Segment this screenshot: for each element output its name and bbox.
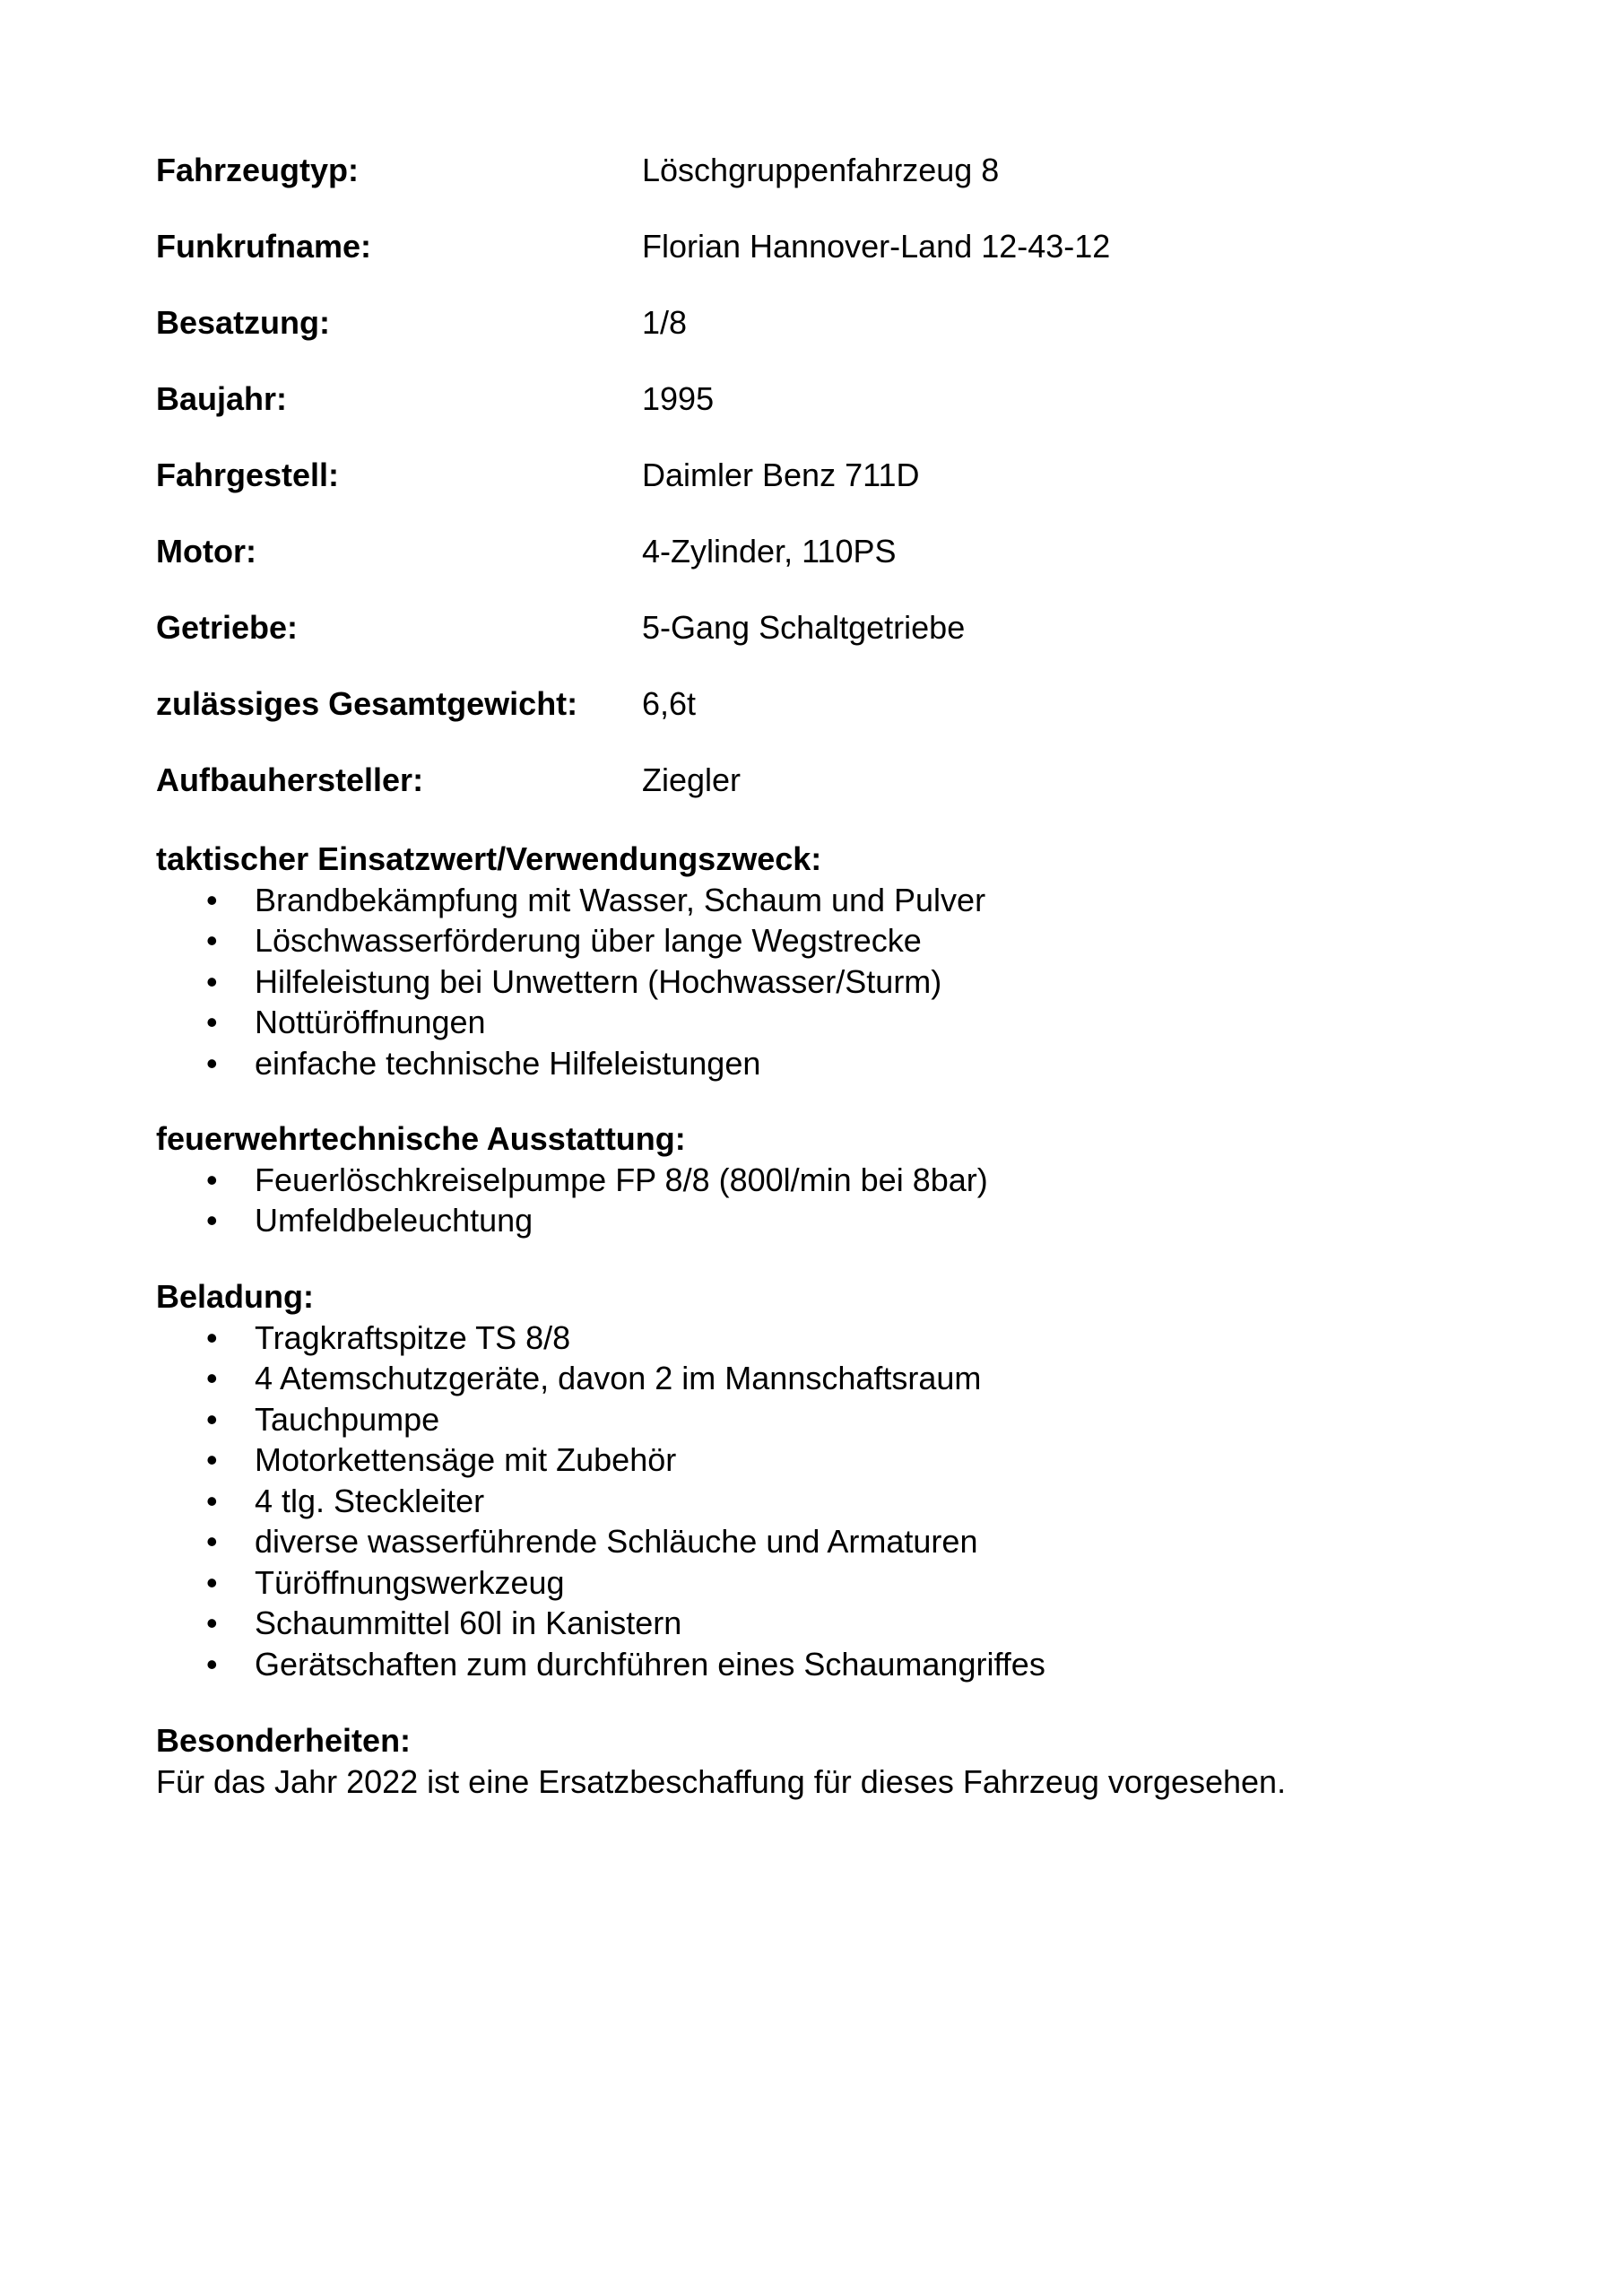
bullet-icon: • bbox=[206, 1441, 218, 1478]
equipment-section bbox=[156, 1118, 1456, 1241]
list-item bbox=[156, 1002, 1456, 1043]
loading-section bbox=[156, 1276, 1456, 1684]
bullet-icon: • bbox=[206, 1482, 218, 1519]
bullet-icon: • bbox=[206, 1645, 218, 1683]
list-item bbox=[156, 1358, 1456, 1399]
spec-label: Getriebe: bbox=[156, 609, 299, 646]
spec-label: Fahrgestell: bbox=[156, 457, 340, 493]
list-item bbox=[156, 1481, 1456, 1522]
list-item-text: 4 tlg. Steckleiter bbox=[255, 1482, 485, 1519]
list-item bbox=[156, 1521, 1456, 1562]
special-text: Für das Jahr 2022 ist eine Ersatzbeschaffung für dieses Fahrzeug vorgesehen. bbox=[156, 1762, 1287, 1800]
spec-value: 5-Gang Schaltgetriebe bbox=[642, 609, 966, 646]
list-item bbox=[156, 1603, 1456, 1644]
list-item bbox=[156, 1562, 1456, 1604]
spec-value: Löschgruppenfahrzeug 8 bbox=[642, 152, 1000, 188]
spec-row-gearbox bbox=[156, 608, 1456, 684]
list-item-text: Tragkraftspitze TS 8/8 bbox=[255, 1318, 571, 1356]
list-item-text: Hilfeleistung bei Unwettern (Hochwasser/Sturm) bbox=[255, 962, 942, 1000]
list-item-text: Umfeldbeleuchtung bbox=[255, 1202, 533, 1239]
list-item-text: Tauchpumpe bbox=[255, 1400, 440, 1438]
spec-row-crew bbox=[156, 303, 1456, 379]
list-item bbox=[156, 1399, 1456, 1440]
list-item-text: Türöffnungswerkzeug bbox=[255, 1563, 565, 1601]
spec-row-vehicle-type bbox=[156, 151, 1456, 227]
spec-value: Florian Hannover-Land 12-43-12 bbox=[642, 228, 1111, 265]
tactical-section bbox=[156, 839, 1456, 1083]
bullet-icon: • bbox=[206, 1318, 218, 1356]
bullet-icon: • bbox=[206, 1605, 218, 1641]
spec-label: zulässiges Gesamtgewicht: bbox=[156, 685, 578, 722]
bullet-icon: • bbox=[206, 1563, 218, 1601]
special-section bbox=[156, 1720, 1456, 1802]
spec-label: Aufbauhersteller: bbox=[156, 761, 424, 798]
spec-value: Daimler Benz 711D bbox=[642, 457, 920, 493]
spec-label: Fahrzeugtyp: bbox=[156, 152, 360, 188]
list-item-text: Löschwasserförderung über lange Wegstrecke bbox=[255, 922, 922, 959]
list-item-text: Brandbekämpfung mit Wasser, Schaum und Pulver bbox=[255, 881, 986, 918]
spec-row-radio-call-name bbox=[156, 227, 1456, 303]
spec-label: Motor: bbox=[156, 533, 256, 570]
bullet-list bbox=[156, 1160, 1456, 1241]
bullet-icon: • bbox=[206, 1004, 218, 1040]
list-item-text: Gerätschaften zum durchführen eines Schaumangriffes bbox=[255, 1645, 1045, 1683]
spec-row-chassis bbox=[156, 456, 1456, 532]
spec-row-body-manufacturer bbox=[156, 761, 1456, 837]
list-item-text: Schaummittel 60l in Kanistern bbox=[255, 1605, 682, 1641]
spec-value: 4-Zylinder, 110PS bbox=[642, 533, 897, 570]
bullet-icon: • bbox=[206, 881, 218, 918]
list-item bbox=[156, 1644, 1456, 1685]
spec-label: Besatzung: bbox=[156, 304, 331, 341]
list-item-text: Feuerlöschkreiselpumpe FP 8/8 (800l/min bei 8bar) bbox=[255, 1161, 988, 1198]
spec-value: 1995 bbox=[642, 380, 715, 417]
spec-row-engine bbox=[156, 532, 1456, 608]
bullet-icon: • bbox=[206, 1044, 218, 1082]
list-item bbox=[156, 880, 1456, 921]
vehicle-spec-table bbox=[156, 151, 1456, 837]
list-item bbox=[156, 1043, 1456, 1084]
list-item bbox=[156, 1318, 1456, 1359]
section-heading: taktischer Einsatzwert/Verwendungszweck: bbox=[156, 840, 822, 877]
list-item-text: Motorkettensäge mit Zubehör bbox=[255, 1441, 677, 1478]
spec-value: 1/8 bbox=[642, 304, 688, 341]
bullet-icon: • bbox=[206, 962, 218, 1000]
spec-row-year-built bbox=[156, 379, 1456, 456]
list-item bbox=[156, 920, 1456, 961]
section-heading: Beladung: bbox=[156, 1278, 314, 1315]
spec-label: Funkrufname: bbox=[156, 228, 372, 265]
bullet-list bbox=[156, 1318, 1456, 1685]
bullet-icon: • bbox=[206, 922, 218, 959]
list-item-text: einfache technische Hilfeleistungen bbox=[255, 1044, 761, 1082]
list-item-text: 4 Atemschutzgeräte, davon 2 im Mannschaftsraum bbox=[255, 1360, 982, 1396]
bullet-list bbox=[156, 880, 1456, 1084]
list-item-text: Nottüröffnungen bbox=[255, 1004, 486, 1040]
list-item bbox=[156, 1439, 1456, 1481]
bullet-icon: • bbox=[206, 1523, 218, 1560]
spec-value: Ziegler bbox=[642, 761, 742, 798]
section-heading: Besonderheiten: bbox=[156, 1722, 412, 1759]
bullet-icon: • bbox=[206, 1400, 218, 1438]
list-item bbox=[156, 1200, 1456, 1241]
bullet-icon: • bbox=[206, 1202, 218, 1239]
bullet-icon: • bbox=[206, 1360, 218, 1396]
spec-value: 6,6t bbox=[642, 685, 697, 722]
section-heading: feuerwehrtechnische Ausstattung: bbox=[156, 1120, 686, 1157]
list-item bbox=[156, 1160, 1456, 1201]
spec-label: Baujahr: bbox=[156, 380, 288, 417]
spec-row-gross-weight bbox=[156, 684, 1456, 761]
list-item bbox=[156, 961, 1456, 1003]
list-item-text: diverse wasserführende Schläuche und Armaturen bbox=[255, 1523, 978, 1560]
bullet-icon: • bbox=[206, 1161, 218, 1198]
